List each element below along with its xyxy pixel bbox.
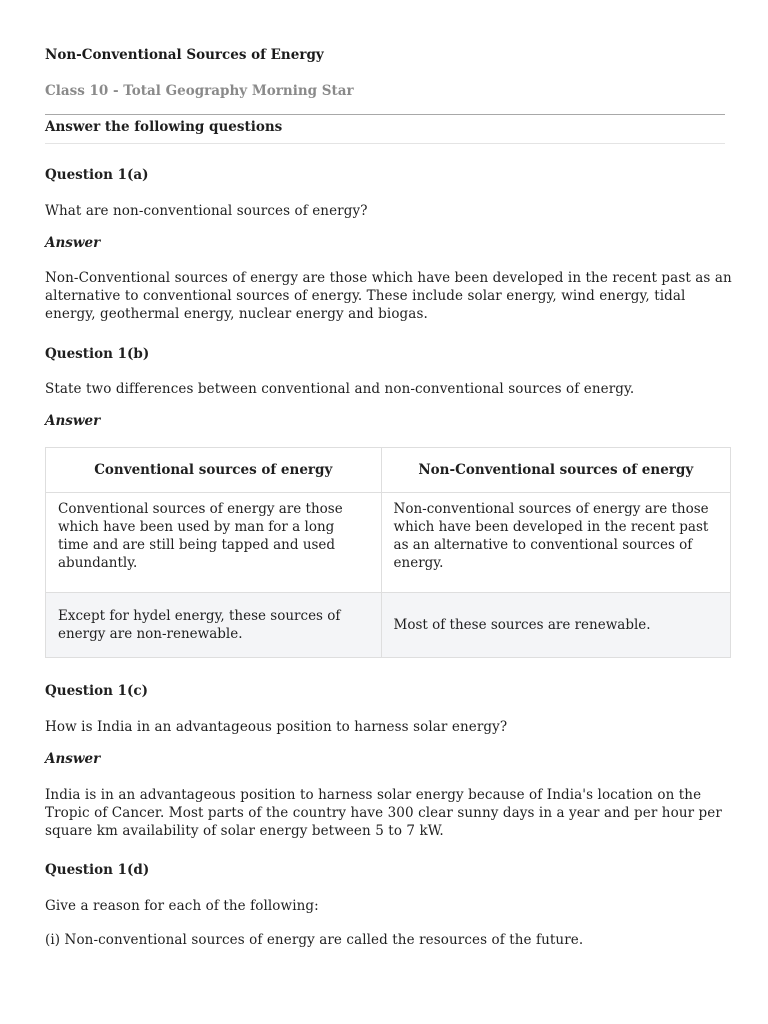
section-divider xyxy=(45,143,725,144)
question-text: What are non-conventional sources of energy? xyxy=(45,203,368,219)
question-text: State two differences between conventional and non-conventional sources of energy. xyxy=(45,381,635,397)
table-cell: Conventional sources of energy are those which have been used by man for a long time and are still being tapped and used abundantly. xyxy=(46,493,382,593)
section-heading: Answer the following questions xyxy=(45,119,283,135)
table-header-cell: Conventional sources of energy xyxy=(46,448,382,493)
question-label: Question 1(c) xyxy=(45,683,149,699)
answer-label: Answer xyxy=(45,413,101,429)
question-text: How is India in an advantageous position to harness solar energy? xyxy=(45,719,508,735)
comparison-table xyxy=(45,447,731,658)
table-cell: Non-conventional sources of energy are those which have been developed in the recent past as an alternative to conventional sources of energy. xyxy=(381,493,730,593)
question-label: Question 1(b) xyxy=(45,346,150,362)
answer-label: Answer xyxy=(45,235,101,251)
answer-label: Answer xyxy=(45,751,101,767)
table-row xyxy=(46,593,731,658)
header-divider xyxy=(45,114,725,115)
document-title: Non-Conventional Sources of Energy xyxy=(45,47,324,63)
table-cell: Most of these sources are renewable. xyxy=(381,593,730,658)
document-subtitle: Class 10 - Total Geography Morning Star xyxy=(45,83,354,99)
table-header-cell: Non-Conventional sources of energy xyxy=(381,448,730,493)
question-label: Question 1(d) xyxy=(45,862,150,878)
sub-question-text: (i) Non-conventional sources of energy are called the resources of the future. xyxy=(45,932,584,948)
question-label: Question 1(a) xyxy=(45,167,149,183)
answer-text: Non-Conventional sources of energy are those which have been developed in the recent past as an alternative to conventional sources of energy. These include solar energy, wind energy, tidal energy, geothermal energy, nuclear energy and biogas. xyxy=(45,270,732,322)
answer-text: India is in an advantageous position to harness solar energy because of India's location on the Tropic of Cancer. Most parts of the country have 300 clear sunny days in a year and per hour per square km availability of solar energy between 5 to 7 kW. xyxy=(45,787,722,839)
table-header-row xyxy=(46,448,731,493)
table-cell: Except for hydel energy, these sources of energy are non-renewable. xyxy=(46,593,382,658)
question-text: Give a reason for each of the following: xyxy=(45,898,319,914)
table-row xyxy=(46,493,731,593)
